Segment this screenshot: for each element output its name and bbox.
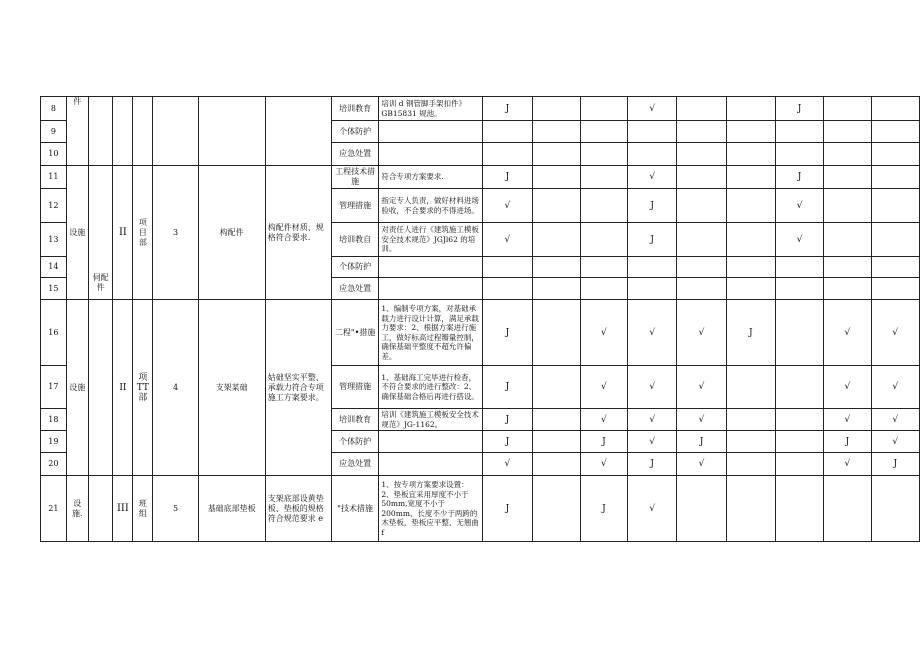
mark-cell xyxy=(824,223,871,257)
mark-cell xyxy=(580,257,627,278)
mark-cell: J xyxy=(628,189,677,223)
mark-cell: J xyxy=(483,97,532,121)
mark-cell xyxy=(532,409,580,431)
mark-cell: √ xyxy=(483,453,532,476)
mark-cell xyxy=(871,143,919,166)
mark-cell xyxy=(871,223,919,257)
seq-cell: 4 xyxy=(153,300,198,476)
mark-cell: J xyxy=(775,166,823,189)
mark-cell xyxy=(532,476,580,542)
mark-cell xyxy=(532,257,580,278)
mark-cell: √ xyxy=(483,189,532,223)
mark-cell: √ xyxy=(483,223,532,257)
mark-cell xyxy=(532,223,580,257)
mark-cell: √ xyxy=(580,366,627,409)
mark-cell: √ xyxy=(580,300,627,366)
requirement: 1、基础海工完毕进行检杳，不符合要求的进行整改：2、确保基础合格后再进行搭设。 xyxy=(379,366,483,409)
requirement: 指定专人负责，做好材料进场验收，不合要求的不得进场。 xyxy=(379,189,483,223)
mark-cell: J xyxy=(871,453,919,476)
mark-cell xyxy=(775,476,823,542)
mark-cell xyxy=(532,453,580,476)
mark-cell xyxy=(824,97,871,121)
mark-cell xyxy=(824,278,871,300)
mark-cell xyxy=(483,121,532,143)
mark-cell: √ xyxy=(580,409,627,431)
mark-cell: √ xyxy=(677,453,726,476)
mark-cell xyxy=(677,476,726,542)
row-number: 12 xyxy=(41,189,67,223)
mark-cell xyxy=(726,257,775,278)
mark-cell xyxy=(775,409,823,431)
seq-cell xyxy=(153,97,198,166)
item-cell: 支架某础 xyxy=(198,300,265,476)
level-cell: III xyxy=(113,476,133,542)
category-cell: 设施. xyxy=(66,476,88,542)
risk-control-table xyxy=(40,96,920,542)
mark-cell xyxy=(775,431,823,453)
requirement: 培训《建筑施工模板安全技术规范》JG-1162。 xyxy=(379,409,483,431)
mark-cell xyxy=(532,300,580,366)
mark-cell: √ xyxy=(628,476,677,542)
row-number: 21 xyxy=(41,476,67,542)
control-type: 个体防护 xyxy=(331,121,379,143)
requirement: 1、编制专项方案，对基础承载力进行设计计算，满足承载力要求：2、根据方案进行施工，做好标高过程瓣量控制，确保基础平整度不超允许偏差。 xyxy=(379,300,483,366)
mark-cell: J xyxy=(483,366,532,409)
mark-cell: √ xyxy=(824,409,871,431)
mark-cell xyxy=(726,223,775,257)
mark-cell xyxy=(824,476,871,542)
row-number: 18 xyxy=(41,409,67,431)
requirement xyxy=(379,278,483,300)
scope-cell: 项TT部 xyxy=(133,300,153,476)
mark-cell xyxy=(532,366,580,409)
mark-cell: J xyxy=(483,300,532,366)
row-number: 17 xyxy=(41,366,67,409)
sub-category-cell: 伺配件 xyxy=(88,166,113,300)
control-type: "技术措施 xyxy=(331,476,379,542)
mark-cell xyxy=(726,278,775,300)
control-type: 工程技术措施 xyxy=(331,166,379,189)
hazard-cell: 构配件材质、规格符合要求. xyxy=(265,166,331,300)
mark-cell xyxy=(775,453,823,476)
mark-cell: √ xyxy=(871,431,919,453)
mark-cell xyxy=(677,189,726,223)
mark-cell xyxy=(775,366,823,409)
requirement xyxy=(379,431,483,453)
mark-cell xyxy=(483,143,532,166)
mark-cell xyxy=(775,121,823,143)
control-type: 管理措施 xyxy=(331,366,379,409)
requirement: 1、按专项方案要求设置：2、垫板宜采用厚度不小于50mm,宽度不小于200mm、长度不少于两跨的木垫板，垫板应平整、无翘曲 f xyxy=(379,476,483,542)
category-cell: 设施 xyxy=(66,166,88,300)
mark-cell: √ xyxy=(824,300,871,366)
mark-cell xyxy=(677,97,726,121)
requirement xyxy=(379,453,483,476)
mark-cell: √ xyxy=(775,189,823,223)
row-number: 8 xyxy=(41,97,67,121)
row-number: 15 xyxy=(41,278,67,300)
mark-cell xyxy=(726,453,775,476)
mark-cell: J xyxy=(580,431,627,453)
mark-cell: J xyxy=(677,431,726,453)
hazard-cell: 姑础坚实平整、承载力符合专项施工方案要求。 xyxy=(265,300,331,476)
mark-cell xyxy=(824,189,871,223)
mark-cell: √ xyxy=(628,409,677,431)
mark-cell xyxy=(677,166,726,189)
mark-cell: J xyxy=(483,431,532,453)
row-number: 11 xyxy=(41,166,67,189)
mark-cell: J xyxy=(726,300,775,366)
requirement xyxy=(379,121,483,143)
item-cell: 基础底部垫板 xyxy=(198,476,265,542)
mark-cell xyxy=(532,143,580,166)
control-type: 应急处置 xyxy=(331,143,379,166)
control-type: 应急处置 xyxy=(331,278,379,300)
mark-cell xyxy=(726,189,775,223)
row-number: 10 xyxy=(41,143,67,166)
row-number: 14 xyxy=(41,257,67,278)
mark-cell xyxy=(726,431,775,453)
requirement xyxy=(379,143,483,166)
mark-cell xyxy=(532,189,580,223)
control-type: 管理措施 xyxy=(331,189,379,223)
level-cell: II xyxy=(113,300,133,476)
mark-cell: J xyxy=(628,453,677,476)
mark-cell xyxy=(483,257,532,278)
mark-cell xyxy=(871,121,919,143)
table-row xyxy=(41,97,920,121)
control-type: 培训教育 xyxy=(331,409,379,431)
mark-cell xyxy=(628,143,677,166)
mark-cell xyxy=(580,223,627,257)
mark-cell xyxy=(580,143,627,166)
mark-cell xyxy=(871,476,919,542)
mark-cell xyxy=(677,143,726,166)
table-row xyxy=(41,300,920,366)
mark-cell: √ xyxy=(580,453,627,476)
mark-cell: √ xyxy=(628,300,677,366)
scope-cell xyxy=(133,97,153,166)
mark-cell xyxy=(628,257,677,278)
table-row xyxy=(41,166,920,189)
sub-category-cell xyxy=(88,476,113,542)
hazard-cell: 支架底部设黄垫板、垫板的规格符合规范要求 e xyxy=(265,476,331,542)
mark-cell xyxy=(580,166,627,189)
seq-cell: 5 xyxy=(153,476,198,542)
mark-cell xyxy=(580,121,627,143)
control-type: 培训教育 xyxy=(331,97,379,121)
mark-cell xyxy=(871,189,919,223)
requirement: 培训 d 钢管脚手架扣件》GB15831 规池。 xyxy=(379,97,483,121)
mark-cell: J xyxy=(628,223,677,257)
control-type: 个体防护 xyxy=(331,257,379,278)
mark-cell xyxy=(628,121,677,143)
mark-cell xyxy=(871,97,919,121)
mark-cell xyxy=(532,278,580,300)
row-number: 13 xyxy=(41,223,67,257)
scope-cell: 班组 xyxy=(133,476,153,542)
control-type: 二程"•措施 xyxy=(331,300,379,366)
mark-cell: √ xyxy=(871,409,919,431)
mark-cell: √ xyxy=(628,431,677,453)
control-type: 培训教自 xyxy=(331,223,379,257)
seq-cell: 3 xyxy=(153,166,198,300)
mark-cell: √ xyxy=(824,366,871,409)
mark-cell xyxy=(726,121,775,143)
mark-cell xyxy=(677,278,726,300)
mark-cell xyxy=(628,278,677,300)
mark-cell xyxy=(532,166,580,189)
mark-cell xyxy=(871,166,919,189)
mark-cell xyxy=(726,143,775,166)
item-cell: 构配件 xyxy=(198,166,265,300)
mark-cell xyxy=(871,278,919,300)
mark-cell xyxy=(775,278,823,300)
mark-cell xyxy=(532,431,580,453)
level-cell: II xyxy=(113,166,133,300)
category-cell: 设施 xyxy=(66,300,88,476)
mark-cell xyxy=(677,121,726,143)
hazard-cell xyxy=(265,97,331,166)
mark-cell xyxy=(775,143,823,166)
mark-cell xyxy=(532,97,580,121)
mark-cell xyxy=(824,121,871,143)
mark-cell xyxy=(580,278,627,300)
sub-category-cell xyxy=(88,300,113,476)
mark-cell xyxy=(580,189,627,223)
table-row xyxy=(41,476,920,542)
row-number: 9 xyxy=(41,121,67,143)
requirement: 符合专项方案要求. xyxy=(379,166,483,189)
mark-cell: √ xyxy=(775,223,823,257)
mark-cell xyxy=(532,121,580,143)
mark-cell: J xyxy=(580,476,627,542)
mark-cell xyxy=(677,257,726,278)
mark-cell: J xyxy=(483,476,532,542)
row-number: 20 xyxy=(41,453,67,476)
row-number: 16 xyxy=(41,300,67,366)
mark-cell: J xyxy=(483,166,532,189)
mark-cell: √ xyxy=(824,453,871,476)
mark-cell xyxy=(726,166,775,189)
mark-cell xyxy=(726,366,775,409)
mark-cell xyxy=(824,257,871,278)
mark-cell: √ xyxy=(677,366,726,409)
mark-cell: √ xyxy=(628,166,677,189)
row-number: 19 xyxy=(41,431,67,453)
requirement xyxy=(379,257,483,278)
mark-cell xyxy=(726,409,775,431)
control-type: 应急处置 xyxy=(331,453,379,476)
item-cell xyxy=(198,97,265,166)
mark-cell xyxy=(580,97,627,121)
mark-cell: √ xyxy=(871,300,919,366)
mark-cell xyxy=(871,257,919,278)
mark-cell xyxy=(726,97,775,121)
mark-cell xyxy=(775,300,823,366)
mark-cell: √ xyxy=(628,366,677,409)
mark-cell: J xyxy=(824,431,871,453)
scope-cell: 项目部 xyxy=(133,166,153,300)
mark-cell xyxy=(726,476,775,542)
category-cell: 件 xyxy=(66,97,88,166)
level-cell xyxy=(113,97,133,166)
mark-cell xyxy=(775,257,823,278)
mark-cell xyxy=(824,166,871,189)
mark-cell: J xyxy=(775,97,823,121)
requirement: 对责任人进行《建筑施工模板安全技术规范》JGJl62 的培训。 xyxy=(379,223,483,257)
mark-cell: √ xyxy=(677,409,726,431)
mark-cell xyxy=(677,223,726,257)
mark-cell: √ xyxy=(871,366,919,409)
control-type: 个体防护 xyxy=(331,431,379,453)
mark-cell: √ xyxy=(628,97,677,121)
mark-cell: √ xyxy=(677,300,726,366)
mark-cell xyxy=(483,278,532,300)
sub-category-cell xyxy=(88,97,113,166)
mark-cell: J xyxy=(483,409,532,431)
mark-cell xyxy=(824,143,871,166)
